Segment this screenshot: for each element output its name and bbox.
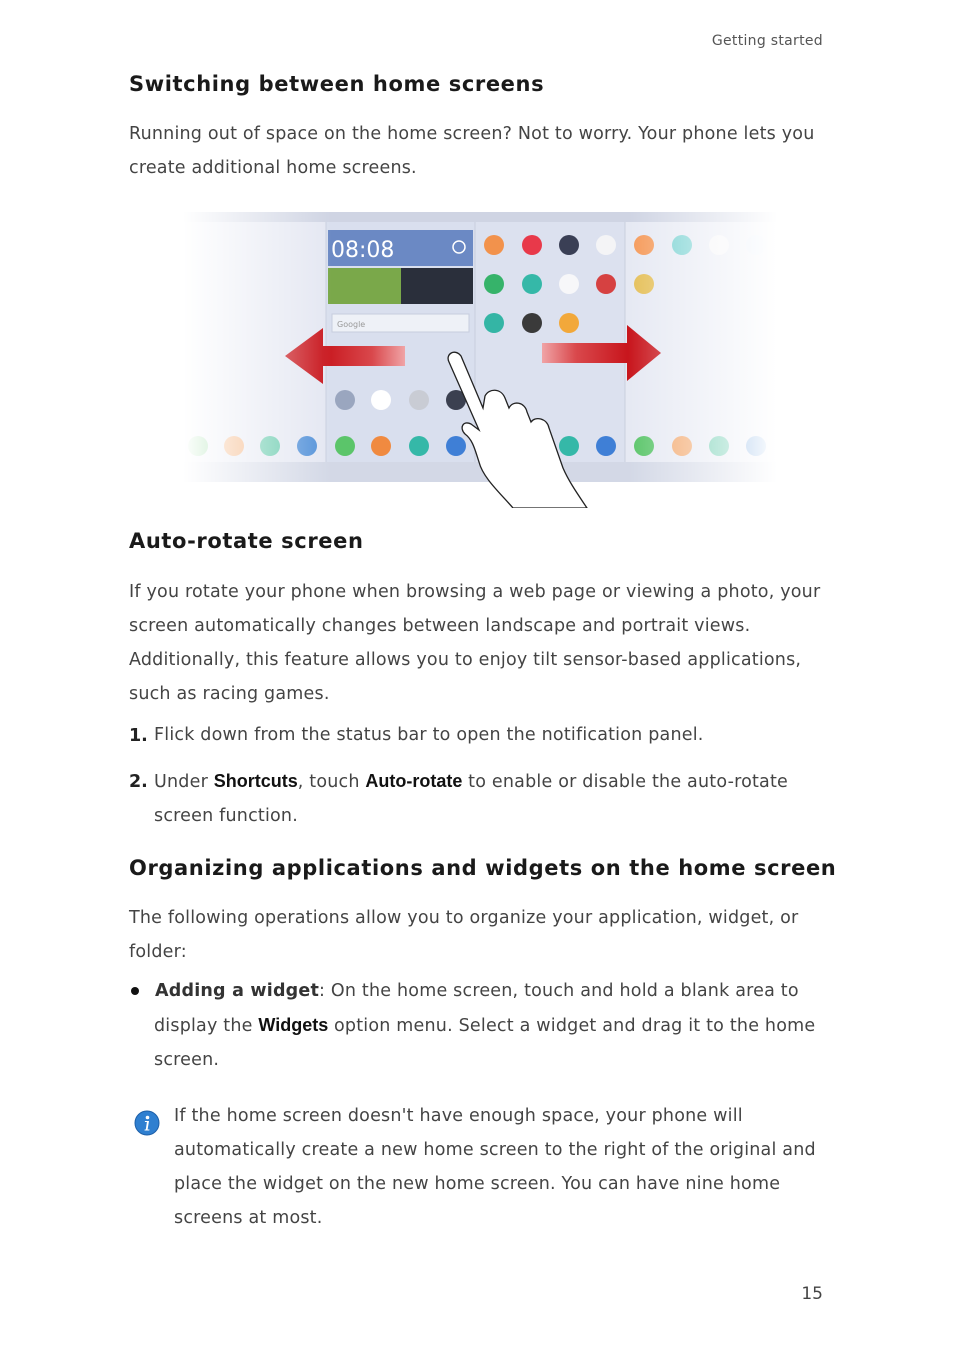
step-2-text: Under Shortcuts, touch Auto-rotate to enable or disable the auto-rotate screen function.: [154, 771, 789, 826]
switching-body: Running out of space on the home screen? Not to worry. Your phone lets you create additional home screens.: [129, 124, 815, 178]
widgets-label: Widgets: [258, 1015, 329, 1035]
heading-switching-home-screens: Switching between home screens: [129, 72, 545, 96]
shortcuts-label: Shortcuts: [213, 771, 298, 791]
note-text: If the home screen doesn't have enough space, your phone will automatically create a new home screen to the right of the original and place the widget on the new home screen. You can have nine home screens at most.: [174, 1106, 816, 1228]
home-screen-swipe-illustration: [183, 212, 777, 508]
page-number: 15: [801, 1284, 823, 1304]
bullet-icon: [131, 987, 139, 995]
heading-organizing-apps-widgets: Organizing applications and widgets on the home screen: [129, 856, 837, 880]
running-header: Getting started: [711, 33, 823, 49]
info-icon: [134, 1110, 160, 1136]
heading-auto-rotate-screen: Auto-rotate screen: [129, 529, 364, 553]
step-2-number: 2.: [129, 772, 148, 792]
bullet-adding-widget: Adding a widget: On the home screen, touch and hold a blank area to display the Widgets option menu. Select a widget and drag it to the home screen.: [154, 981, 816, 1070]
organizing-body: The following operations allow you to organize your application, widget, or folder:: [129, 908, 799, 962]
step-1-text: Flick down from the status bar to open the notification panel.: [154, 725, 704, 745]
step-1-number: 1.: [129, 726, 148, 746]
auto-rotate-body: If you rotate your phone when browsing a web page or viewing a photo, your screen automatically changes between landscape and portrait views. Additionally, this feature allows you to enjoy tilt sensor-based applications, such as racing games.: [129, 582, 821, 704]
auto-rotate-label: Auto-rotate: [365, 771, 463, 791]
